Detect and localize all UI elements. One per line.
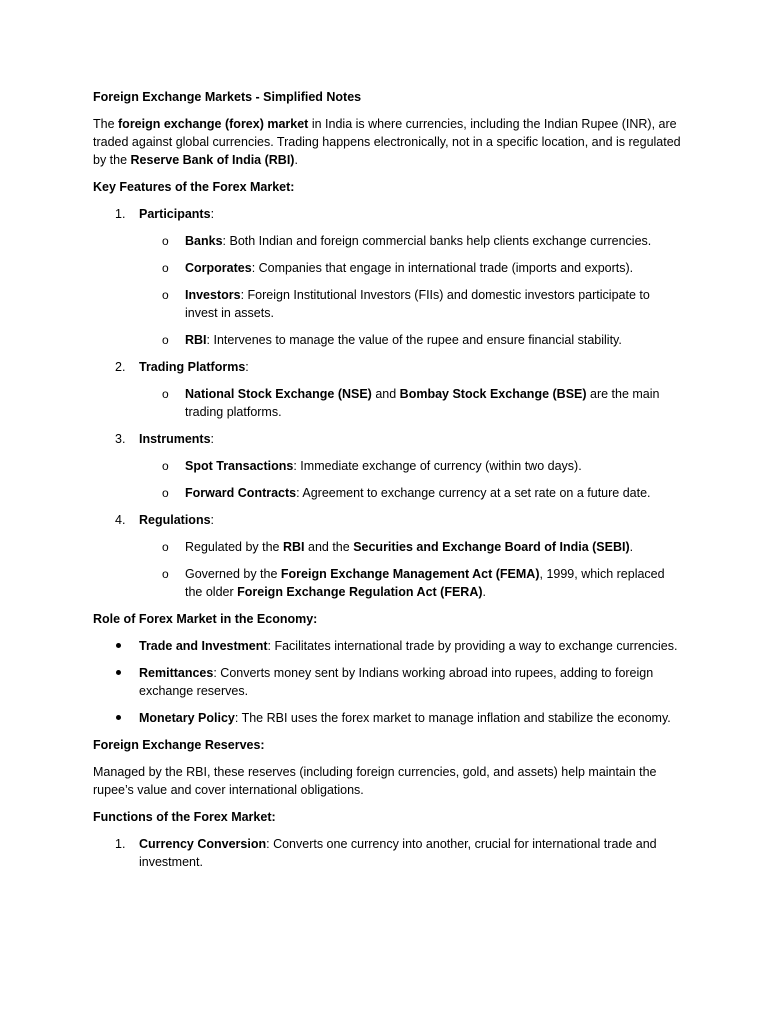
sub-list bbox=[139, 385, 683, 421]
bullet-dot-icon bbox=[116, 715, 121, 720]
feature-item-regulations bbox=[93, 511, 683, 601]
role-label: Monetary Policy bbox=[139, 711, 235, 725]
sub-text: : Both Indian and foreign commercial banks help clients exchange currencies. bbox=[222, 234, 652, 248]
list-number: 3. bbox=[115, 432, 126, 446]
intro-text-1: The bbox=[93, 117, 119, 131]
sub-text: : Agreement to exchange currency at a set rate on a future date. bbox=[296, 486, 651, 500]
feature-colon: : bbox=[245, 360, 249, 374]
role-heading: Role of Forex Market in the Economy: bbox=[93, 612, 318, 626]
circle-bullet-icon: o bbox=[162, 540, 169, 554]
feature-colon: : bbox=[210, 513, 215, 527]
circle-bullet-icon: o bbox=[162, 486, 169, 500]
feature-item-trading-platforms bbox=[93, 358, 683, 421]
sub-label: Forward Contracts bbox=[185, 486, 297, 500]
circle-bullet-icon: o bbox=[162, 261, 169, 275]
sub-item-banks bbox=[139, 232, 683, 250]
sub-text: : Intervenes to manage the value of the rupee and ensure financial stability. bbox=[206, 333, 622, 347]
sub-text: : Foreign Institutional Investors (FIIs) and domestic investors participate to invest in assets. bbox=[185, 288, 650, 320]
sub-item-forward bbox=[139, 484, 683, 502]
sub-text: . bbox=[482, 585, 486, 599]
circle-bullet-icon: o bbox=[162, 234, 169, 248]
sub-label: Banks bbox=[185, 234, 223, 248]
sub-bold-fera: Foreign Exchange Regulation Act (FERA) bbox=[237, 585, 483, 599]
feature-colon: : bbox=[210, 432, 215, 446]
role-text: : Facilitates international trade by providing a way to exchange currencies. bbox=[267, 639, 678, 653]
sub-text: : Immediate exchange of currency (within two days). bbox=[293, 459, 582, 473]
sub-label: RBI bbox=[185, 333, 207, 347]
list-number: 1. bbox=[115, 837, 126, 851]
sub-bold-nse: National Stock Exchange (NSE) bbox=[185, 387, 372, 401]
sub-item-corporates bbox=[139, 259, 683, 277]
function-text: : Converts one currency into another, crucial for international trade and investment. bbox=[139, 837, 657, 869]
bullet-dot-icon bbox=[116, 643, 121, 648]
role-item-monetary bbox=[93, 709, 683, 727]
feature-label: Instruments bbox=[139, 432, 211, 446]
sub-list bbox=[139, 232, 683, 349]
function-item-currency-conversion bbox=[93, 835, 683, 871]
role-list bbox=[93, 637, 683, 727]
feature-item-instruments bbox=[93, 430, 683, 502]
sub-item-rbi bbox=[139, 331, 683, 349]
sub-text: , 1999, which replaced the older bbox=[185, 567, 665, 599]
sub-label: Corporates bbox=[185, 261, 252, 275]
sub-text: Regulated by the bbox=[185, 540, 283, 554]
bullet-dot-icon bbox=[116, 670, 121, 675]
list-number: 1. bbox=[115, 207, 126, 221]
intro-paragraph bbox=[93, 115, 683, 169]
sub-list bbox=[139, 538, 683, 601]
circle-bullet-icon: o bbox=[162, 567, 169, 581]
sub-list bbox=[139, 457, 683, 502]
intro-text-2: in India is where currencies, including the Indian Rupee (INR), are traded against global currencies. Trading happens electronically, not in a specific location, and is regulated by the bbox=[93, 117, 681, 167]
circle-bullet-icon: o bbox=[162, 387, 169, 401]
role-label: Remittances bbox=[139, 666, 214, 680]
feature-colon: : bbox=[210, 207, 215, 221]
sub-text: and the bbox=[304, 540, 354, 554]
circle-bullet-icon: o bbox=[162, 333, 169, 347]
list-number: 4. bbox=[115, 513, 126, 527]
role-text: : Converts money sent by Indians working abroad into rupees, adding to foreign exchange reserves. bbox=[139, 666, 654, 698]
feature-item-participants bbox=[93, 205, 683, 349]
sub-item-regulated bbox=[139, 538, 683, 556]
feature-label: Trading Platforms bbox=[139, 360, 246, 374]
reserves-paragraph: Managed by the RBI, these reserves (including foreign currencies, gold, and assets) help maintain the rupee’s value and cover international obligations. bbox=[93, 765, 657, 797]
circle-bullet-icon: o bbox=[162, 288, 169, 302]
role-item-trade bbox=[93, 637, 683, 655]
sub-item-spot bbox=[139, 457, 683, 475]
reserves-heading: Foreign Exchange Reserves: bbox=[93, 738, 265, 752]
functions-list bbox=[93, 835, 683, 871]
role-text: : The RBI uses the forex market to manage inflation and stabilize the economy. bbox=[234, 711, 671, 725]
sub-text: are the main trading platforms. bbox=[185, 387, 660, 419]
sub-text: . bbox=[629, 540, 634, 554]
sub-item-exchanges bbox=[139, 385, 683, 421]
sub-label: Spot Transactions bbox=[185, 459, 294, 473]
sub-text: Governed by the bbox=[185, 567, 281, 581]
circle-bullet-icon: o bbox=[162, 459, 169, 473]
feature-label: Regulations bbox=[139, 513, 211, 527]
key-features-list bbox=[93, 205, 683, 601]
sub-bold-rbi: RBI bbox=[283, 540, 305, 554]
intro-bold-forex: foreign exchange (forex) market bbox=[118, 117, 309, 131]
sub-text: : Companies that engage in international trade (imports and exports). bbox=[251, 261, 634, 275]
functions-heading: Functions of the Forex Market: bbox=[93, 810, 276, 824]
sub-bold-sebi: Securities and Exchange Board of India (SEBI) bbox=[353, 540, 630, 554]
function-label: Currency Conversion bbox=[139, 837, 267, 851]
sub-item-governed bbox=[139, 565, 683, 601]
document-title: Foreign Exchange Markets - Simplified Notes bbox=[93, 90, 362, 104]
role-label: Trade and Investment bbox=[139, 639, 268, 653]
intro-bold-rbi: Reserve Bank of India (RBI) bbox=[130, 153, 295, 167]
list-number: 2. bbox=[115, 360, 126, 374]
document-page bbox=[93, 88, 683, 880]
sub-item-investors bbox=[139, 286, 683, 322]
sub-bold-bse: Bombay Stock Exchange (BSE) bbox=[399, 387, 587, 401]
intro-text-3: . bbox=[294, 153, 298, 167]
key-features-heading: Key Features of the Forex Market: bbox=[93, 180, 295, 194]
feature-label: Participants bbox=[139, 207, 211, 221]
sub-text: and bbox=[371, 387, 400, 401]
sub-label: Investors bbox=[185, 288, 241, 302]
sub-bold-fema: Foreign Exchange Management Act (FEMA) bbox=[280, 567, 540, 581]
role-item-remittances bbox=[93, 664, 683, 700]
